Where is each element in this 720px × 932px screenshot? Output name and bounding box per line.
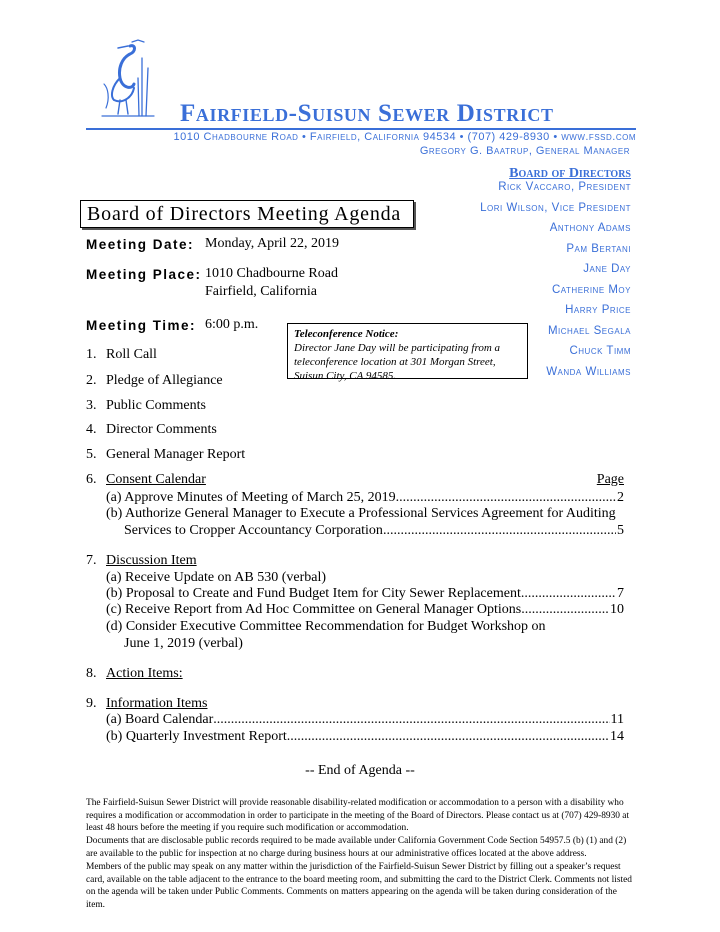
agenda-subitem: (d) Consider Executive Committee Recommendation for Budget Workshop on	[106, 619, 546, 634]
header-rule	[86, 128, 636, 130]
agenda-subitem: (a) Approve Minutes of Meeting of March 25, 2019 ..... 2	[106, 490, 624, 506]
page-column-label: Page	[596, 472, 624, 487]
board-member: Wanda Williams	[546, 366, 631, 378]
agenda-subitem: June 1, 2019 (verbal)	[124, 636, 243, 651]
board-member: Catherine Moy	[552, 284, 631, 296]
agenda-item: 9. Information Items	[86, 696, 208, 711]
meeting-place-line1: 1010 Chadbourne Road	[205, 266, 338, 281]
meeting-date: Monday, April 22, 2019	[205, 236, 340, 251]
agenda-item: 1. Roll Call	[86, 347, 157, 362]
agenda-subitem: (b) Quarterly Investment Report ..... 14	[106, 729, 624, 745]
general-manager: Gregory G. Baatrup, General Manager	[419, 145, 630, 157]
agenda-item: 2. Pledge of Allegiance	[86, 373, 223, 388]
heron-logo-icon	[92, 38, 162, 118]
agenda-subitem: (a) Board Calendar ..... 11	[106, 712, 624, 728]
agenda-subitem: Services to Cropper Accountancy Corporation ..... 5	[124, 523, 624, 539]
meeting-place-line2: Fairfield, California	[205, 284, 317, 299]
board-member: Chuck Timm	[569, 345, 631, 357]
agenda-title: Board of Directors Meeting Agenda	[80, 200, 414, 228]
teleconference-text: Director Jane Day will be participating from a teleconference location at 301 Morgan Street, Suisun City, CA 94585.	[294, 342, 501, 382]
public-records-notice: Documents that are disclosable public records required to be made available under California Government Code Section 54957.5 (b) (1) and (2) are available to the public for inspection at no charge during business hours at our administrative offices located at the above address.	[86, 836, 627, 859]
agenda-subitem: (a) Receive Update on AB 530 (verbal)	[106, 570, 327, 585]
accommodation-notice: The Fairfield-Suisun Sewer District will provide reasonable disability-related modification or accommodation to a person with a disability who requires a modification or accommodation in order to participate in the meeting of the Board of Directors. Please contact us at (707) 429-8930 at least 48 hours before the meeting if you require such modification or accommodation.	[86, 798, 630, 833]
meeting-date-label: Meeting Date:	[86, 237, 195, 252]
teleconference-heading: Teleconference Notice:	[294, 328, 399, 340]
board-heading: Board of Directors	[509, 166, 631, 181]
district-name: Fairfield-Suisun Sewer District	[180, 100, 554, 127]
agenda-subitem: (b) Proposal to Create and Fund Budget Item for City Sewer Replacement ..... 7	[106, 586, 624, 602]
public-comment-notice: Members of the public may speak on any matter within the jurisdiction of the Fairfield-Suisun Sewer District by filling out a speaker’s request card, available on the table adjacent to the entrance to the board meeting room, and submitting the card to the District Clerk. Comments not listed on the agenda will be taken under Public Comments. Comments on matters appearing on the agenda will be taken during consideration of the item.	[86, 862, 632, 910]
board-member: Lori Wilson, Vice President	[480, 202, 631, 214]
teleconference-notice	[287, 323, 528, 382]
agenda-subitem: (b) Authorize General Manager to Execute a Professional Services Agreement for Auditing	[106, 506, 616, 521]
board-member: Jane Day	[583, 263, 631, 275]
end-of-agenda: -- End of Agenda --	[305, 763, 415, 778]
board-member: Rick Vaccaro, President	[498, 181, 631, 193]
board-member: Michael Segala	[547, 325, 631, 337]
board-member: Anthony Adams	[549, 222, 631, 234]
agenda-item: 7. Discussion Item	[86, 553, 197, 568]
board-member: Harry Price	[565, 304, 631, 316]
board-member: Pam Bertani	[566, 243, 631, 255]
meeting-time: 6:00 p.m.	[205, 317, 259, 332]
agenda-item: 5. General Manager Report	[86, 447, 246, 462]
agenda-item: 3. Public Comments	[86, 398, 206, 413]
agenda-item: 6. Consent Calendar	[86, 472, 206, 487]
address-line: 1010 Chadbourne Road • Fairfield, California 94534 • (707) 429-8930 • www.fssd.com	[173, 131, 636, 143]
agenda-subitem: (c) Receive Report from Ad Hoc Committee on General Manager Options ..... 10	[106, 602, 624, 618]
agenda-item: 8. Action Items:	[86, 666, 183, 681]
meeting-time-label: Meeting Time:	[86, 318, 197, 333]
meeting-place-label: Meeting Place:	[86, 267, 202, 282]
agenda-item: 4. Director Comments	[86, 422, 217, 437]
